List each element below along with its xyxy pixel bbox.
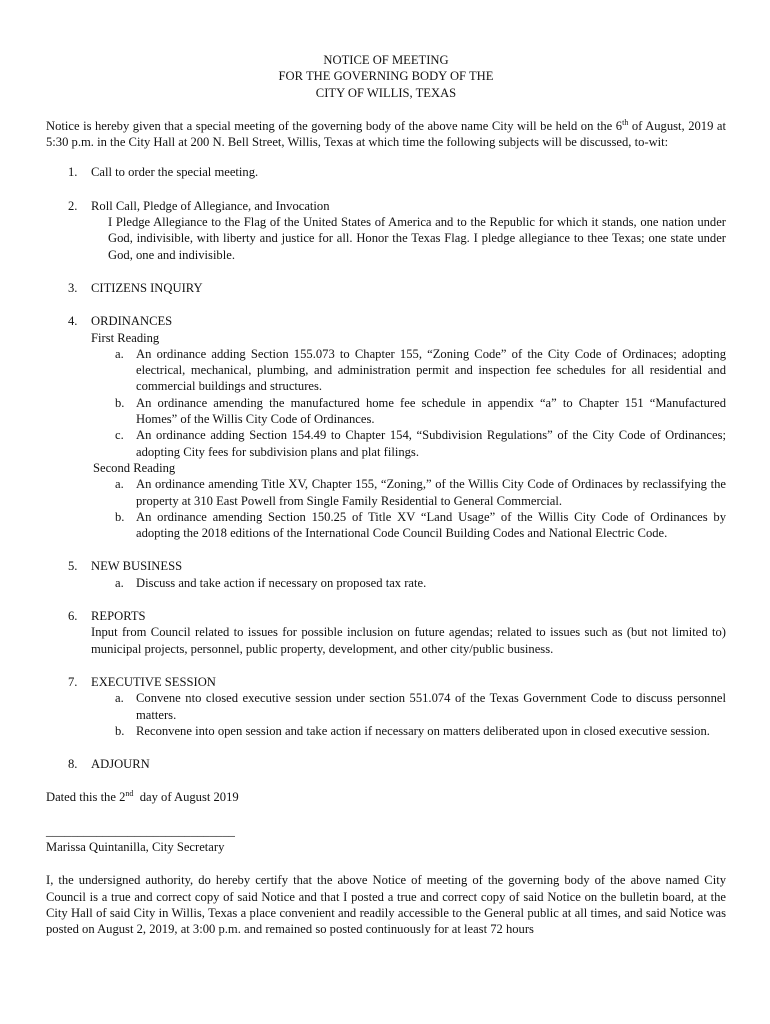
first-reading-heading: First Reading — [91, 330, 160, 345]
dated-text-start: Dated this the 2 — [46, 790, 126, 805]
list-item-text: Convene nto closed executive session under section 551.074 of the Texas Government Code to discuss personnel matters. — [136, 691, 726, 722]
agenda-item-3 — [46, 280, 726, 296]
title-line-1: NOTICE OF MEETING — [323, 53, 449, 67]
intro-text-start: Notice is hereby given that a special meeting of the governing body of the above name City will be held on the 6 — [46, 118, 623, 133]
new-business-list — [91, 575, 726, 591]
list-item-text: Reconvene into open session and take action if necessary on matters deliberated upon in closed executive session. — [136, 723, 710, 738]
agenda-item-heading: ADJOURN — [91, 757, 150, 772]
first-reading-list — [91, 346, 726, 460]
list-item — [91, 395, 726, 428]
agenda-item-5 — [46, 558, 726, 591]
agenda-item-number: 2. — [68, 198, 78, 213]
list-item-letter: a. — [115, 477, 124, 492]
title-line-3: CITY OF WILLIS, TEXAS — [315, 85, 457, 100]
intro-ordinal-suffix: th — [622, 117, 629, 127]
list-item-text: An ordinance adding Section 155.073 to Chapter 155, “Zoning Code” of the City Code of Ordinaces; adopting electrical, mechanical, plumbing, and administration permit and inspection fee schedules for all residential and commercial buildings and structures. — [136, 346, 726, 394]
agenda-item-1 — [46, 164, 726, 180]
agenda-item-number: 4. — [68, 314, 78, 329]
list-item — [91, 723, 726, 739]
intro-text-end: of August, 2019 at 5:30 p.m. in the City Hall at 200 N. Bell Street, Willis, Texas at which time the following subjects will be discussed, to-wit: — [46, 118, 727, 150]
list-item-letter: a. — [115, 346, 124, 361]
agenda-item-heading: EXECUTIVE SESSION — [91, 674, 216, 689]
agenda-item-heading: Roll Call, Pledge of Allegiance, and Invocation — [91, 198, 330, 213]
agenda-item-heading: REPORTS — [91, 609, 146, 624]
second-reading-list — [91, 476, 726, 541]
list-item-text: An ordinance amending Title XV, Chapter 155, “Zoning,” of the Willis City Code of Ordinaces by reclassifying the property at 310 East Powell from Single Family Residential to General Commercial. — [136, 477, 726, 508]
agenda-item-number: 1. — [68, 165, 78, 180]
document-title — [46, 52, 726, 101]
list-item-text: An ordinance amending Section 150.25 of Title XV “Land Usage” of the Willis City Code of Ordinances by adopting the 2018 editions of the International Code Council Building Codes and National Electric Code. — [136, 509, 726, 541]
agenda-item-number: 7. — [68, 674, 78, 689]
intro-paragraph — [46, 118, 726, 151]
title-line-2: FOR THE GOVERNING BODY OF THE — [278, 69, 494, 84]
dated-line — [46, 789, 726, 805]
agenda-item-6 — [46, 608, 726, 657]
agenda-item-7 — [46, 674, 726, 739]
list-item-letter: b. — [115, 395, 125, 410]
list-item — [91, 346, 726, 395]
executive-session-list — [91, 690, 726, 739]
agenda-list — [46, 164, 726, 772]
agenda-item-number: 5. — [68, 559, 78, 574]
agenda-item-heading: Call to order the special meeting. — [91, 165, 259, 180]
second-reading-heading: Second Reading — [93, 460, 176, 475]
signature-line: ______________________________ — [46, 823, 235, 838]
agenda-item-heading: NEW BUSINESS — [91, 559, 183, 574]
dated-ordinal-suffix: nd — [125, 789, 134, 799]
signatory-name: Marissa Quintanilla, City Secretary — [46, 839, 225, 854]
list-item — [91, 427, 726, 460]
list-item-letter: b. — [115, 509, 125, 524]
agenda-item-number: 8. — [68, 757, 78, 772]
list-item-text: An ordinance amending the manufactured home fee schedule in appendix “a” to Chapter 151 “Manufactured Homes” of the Willis City Code of Ordinances. — [136, 395, 726, 427]
agenda-item-heading: CITIZENS INQUIRY — [91, 280, 203, 295]
dated-text-end: day of August 2019 — [133, 790, 239, 805]
certification-paragraph: I, the undersigned authority, do hereby certify that the above Notice of meeting of the governing body of the above named City Council is a true and correct copy of said Notice and that I posted a true and correct copy of said Notice on the bulletin board, at the City Hall of said City in Willis, Texas a place convenient and readily accessible to the General public at all times, and said Notice was posted on August 2, 2019, at 3:00 p.m. and remained so posted continuously for at least 72 hours — [46, 873, 726, 937]
agenda-item-4 — [46, 313, 726, 541]
agenda-item-number: 3. — [68, 280, 78, 295]
list-item-letter: a. — [115, 691, 124, 706]
agenda-item-2 — [46, 198, 726, 263]
agenda-item-8 — [46, 756, 726, 772]
list-item-letter: a. — [115, 575, 124, 590]
list-item — [91, 575, 726, 591]
list-item — [91, 690, 726, 723]
agenda-item-number: 6. — [68, 609, 78, 624]
pledge-text: I Pledge Allegiance to the Flag of the United States of America and to the Republic for which it stands, one nation under God, indivisible, with liberty and justice for all. Honor the Texas Flag. I pledge allegiance to thee Texas; one state under God, one and indivisible. — [108, 215, 726, 262]
reports-text: Input from Council related to issues for possible inclusion on future agendas; related to issues such as (but not limited to) municipal projects, personnel, public property, development, and other city/public business. — [91, 625, 726, 656]
list-item-text: An ordinance adding Section 154.49 to Chapter 154, “Subdivision Regulations” of the City Code of Ordinances; adopting City fees for subdivision plans and plat filings. — [136, 428, 726, 459]
list-item — [91, 509, 726, 542]
list-item-letter: c. — [115, 428, 124, 443]
list-item-letter: b. — [115, 723, 125, 738]
agenda-item-heading: ORDINANCES — [91, 314, 173, 329]
document-page — [46, 52, 726, 937]
list-item — [91, 476, 726, 509]
list-item-text: Discuss and take action if necessary on proposed tax rate. — [136, 575, 427, 590]
